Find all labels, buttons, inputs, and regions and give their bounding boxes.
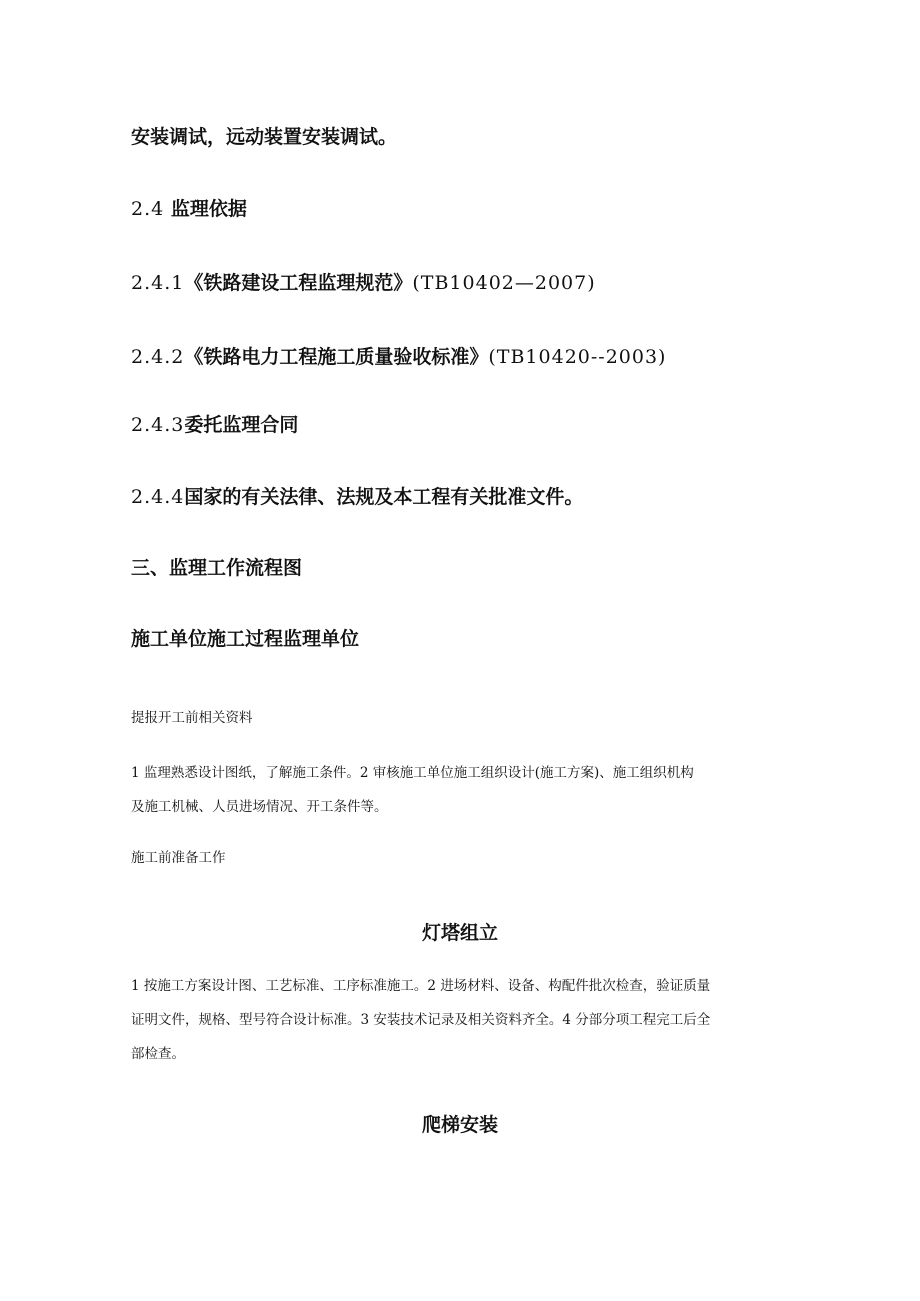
section-three-title: 三、监理工作流程图 [131,557,303,579]
paragraph-line: 部检查。 [131,1046,185,1062]
item-number: 2.4.4 [131,486,185,508]
item-number: 2.4.3 [131,414,185,436]
item-2-4-2 [131,342,666,369]
text-line-install: 安装调试，远动装置安装调试。 [131,126,398,148]
paragraph-line: 证明文件，规格、型号符合设计标准。3 安装技术记录及相关资料齐全。4 分部分项工程完工后全 [131,1012,711,1028]
item-title: 《铁路建设工程监理规范》 [184,272,413,294]
item-code: (TB10420--2003) [488,346,667,368]
item-title: 《铁路电力工程施工质量验收标准》 [184,346,489,368]
item-2-4-3 [131,410,298,437]
flow-header: 施工单位施工过程监理单位 [131,628,360,650]
section-title: 监理依据 [170,198,247,220]
paragraph-line: 1 监理熟悉设计图纸，了解施工条件。2 审核施工单位施工组织设计(施工方案)、施工组织机构 [131,765,694,781]
heading-2-4 [131,194,247,221]
supervision-paragraph-1 [131,756,799,824]
item-title: 国家的有关法律、法规及本工程有关批准文件。 [184,486,584,508]
heading-ladder-install: 爬梯安装 [421,1114,498,1136]
flow-step-prepare: 施工前准备工作 [131,850,226,866]
paragraph-line: 及施工机械、人员进场情况、开工条件等。 [131,799,388,815]
heading-tower-erection: 灯塔组立 [421,922,498,944]
item-title: 委托监理合同 [184,414,299,436]
item-2-4-4 [131,482,583,509]
paragraph-line: 1 按施工方案设计图、工艺标准、工序标准施工。2 进场材料、设备、构配件批次检查，验证质量 [131,978,711,994]
item-number: 2.4.1 [131,272,185,294]
supervision-paragraph-2 [131,969,799,1071]
section-number: 2.4 [131,198,165,220]
item-code: (TB10402—2007) [412,272,596,294]
item-number: 2.4.2 [131,346,185,368]
flow-step-submit: 提报开工前相关资料 [131,710,253,726]
item-2-4-1 [131,268,596,295]
